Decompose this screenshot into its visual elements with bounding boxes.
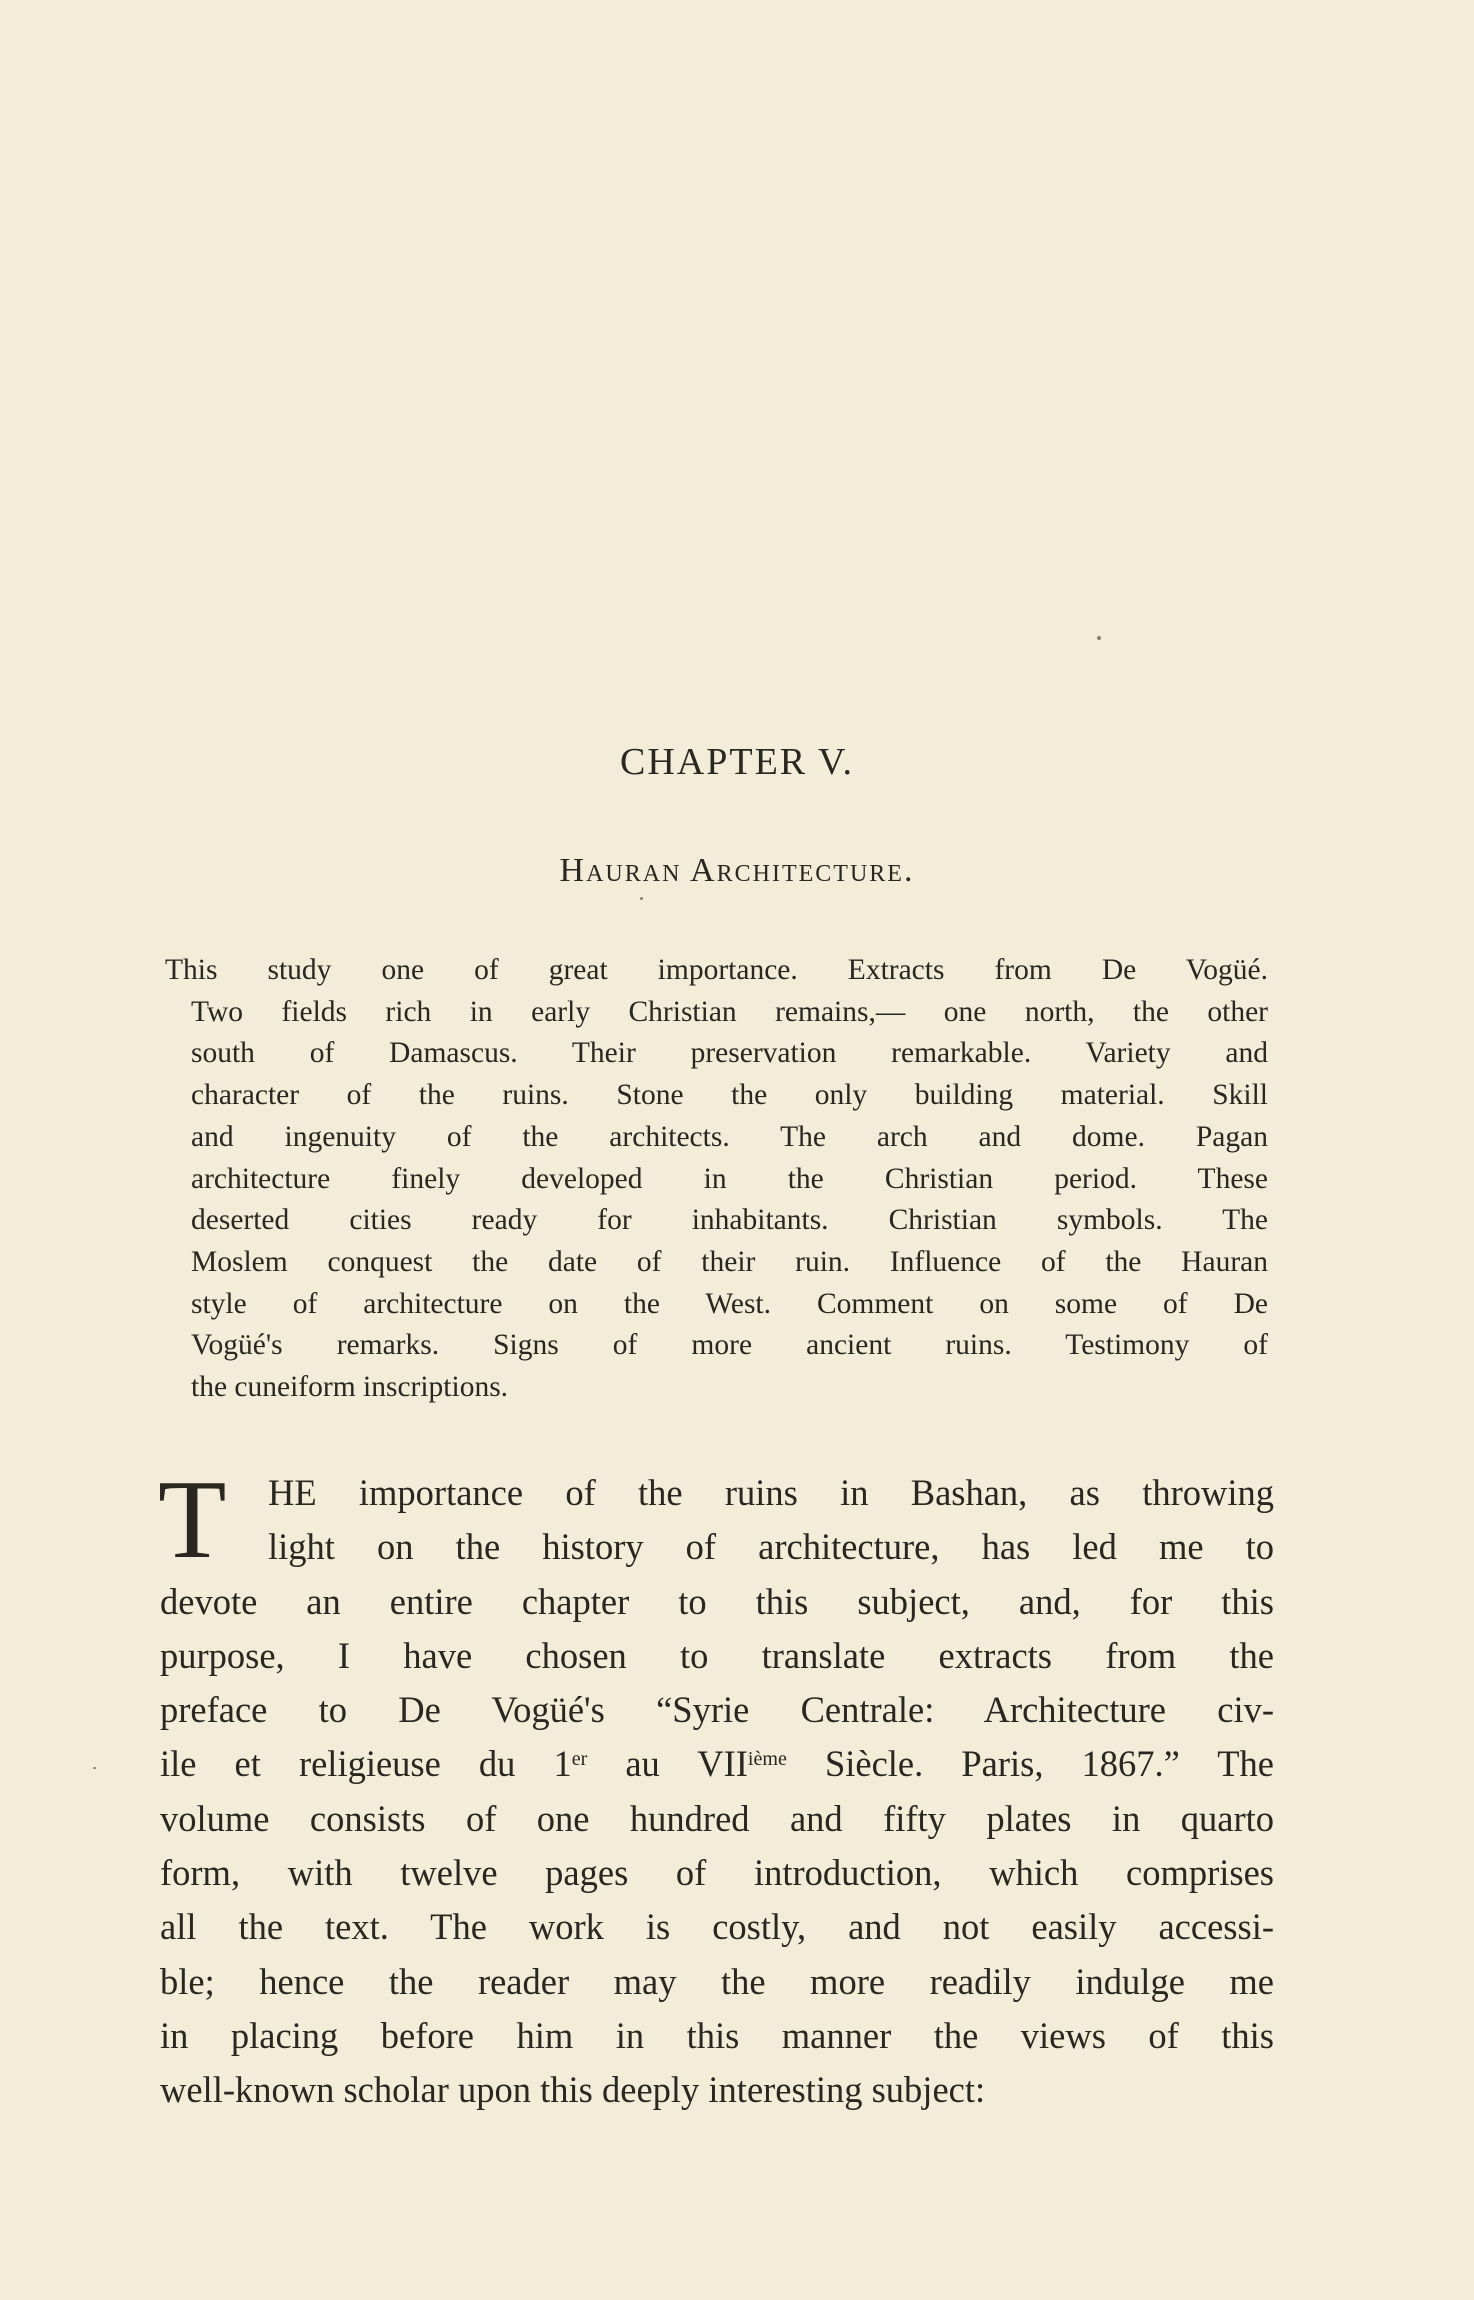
chapter-title-text: Hauran Architecture.: [559, 852, 915, 889]
paragraph-line: ble; hence the reader may the more readily indulge me: [160, 1960, 1274, 2002]
synopsis-line: Vogüé's remarks. Signs of more ancient ruins. Testimony of: [191, 1329, 1268, 1362]
line-text: ile et religieuse du 1: [160, 1743, 572, 1785]
superscript: ième: [747, 1748, 787, 1771]
paragraph-line: volume consists of one hundred and fifty plates in quarto: [160, 1797, 1274, 1839]
chapter-synopsis: [165, 950, 1268, 1409]
line-text: au VII: [587, 1743, 748, 1785]
paragraph-line: preface to De Vogüé's “Syrie Centrale: Architecture civ-: [160, 1689, 1274, 1731]
synopsis-line: the cuneiform inscriptions.: [191, 1371, 509, 1404]
paragraph-line: HE importance of the ruins in Bashan, as throwing: [268, 1472, 1274, 1513]
paper-speck: [93, 1767, 96, 1769]
paragraph-line: well-known scholar upon this deeply interesting subject:: [160, 2069, 986, 2111]
synopsis-line: Moslem conquest the date of their ruin. Influence of the Hauran: [191, 1245, 1268, 1278]
paragraph-line: [160, 1737, 1274, 1791]
paragraph-line: purpose, I have chosen to translate extracts from the: [160, 1634, 1274, 1676]
synopsis-line: character of the ruins. Stone the only building material. Skill: [191, 1079, 1268, 1112]
synopsis-line: Two fields rich in early Christian remains,— one north, the other: [191, 995, 1268, 1028]
synopsis-line: style of architecture on the West. Comment on some of De: [191, 1287, 1268, 1320]
paper-speck: [640, 897, 643, 900]
paragraph-line: form, with twelve pages of introduction, which comprises: [160, 1852, 1274, 1894]
paragraph-line: devote an entire chapter to this subject, and, for this: [160, 1580, 1274, 1622]
paragraph-line: all the text. The work is costly, and not easily accessi-: [160, 1906, 1274, 1948]
chapter-title: [0, 852, 1474, 890]
superscript: er: [571, 1748, 588, 1771]
drop-cap: T: [158, 1458, 227, 1582]
paragraph-line: in placing before him in this manner the views of this: [160, 2014, 1274, 2056]
synopsis-line: This study one of great importance. Extracts from De Vogüé.: [165, 954, 1268, 986]
synopsis-line: architecture finely developed in the Christian period. These: [191, 1162, 1268, 1195]
paragraph-line: light on the history of architecture, has led me to: [268, 1526, 1274, 1568]
body-paragraph: [158, 1458, 1274, 2118]
chapter-heading: CHAPTER V.: [620, 741, 854, 783]
line-text: Siècle. Paris, 1867.” The: [786, 1743, 1274, 1785]
paper-speck: [1097, 636, 1101, 640]
synopsis-line: south of Damascus. Their preservation remarkable. Variety and: [191, 1037, 1268, 1070]
synopsis-line: deserted cities ready for inhabitants. Christian symbols. The: [191, 1204, 1268, 1237]
synopsis-line: and ingenuity of the architects. The arch and dome. Pagan: [191, 1120, 1268, 1153]
